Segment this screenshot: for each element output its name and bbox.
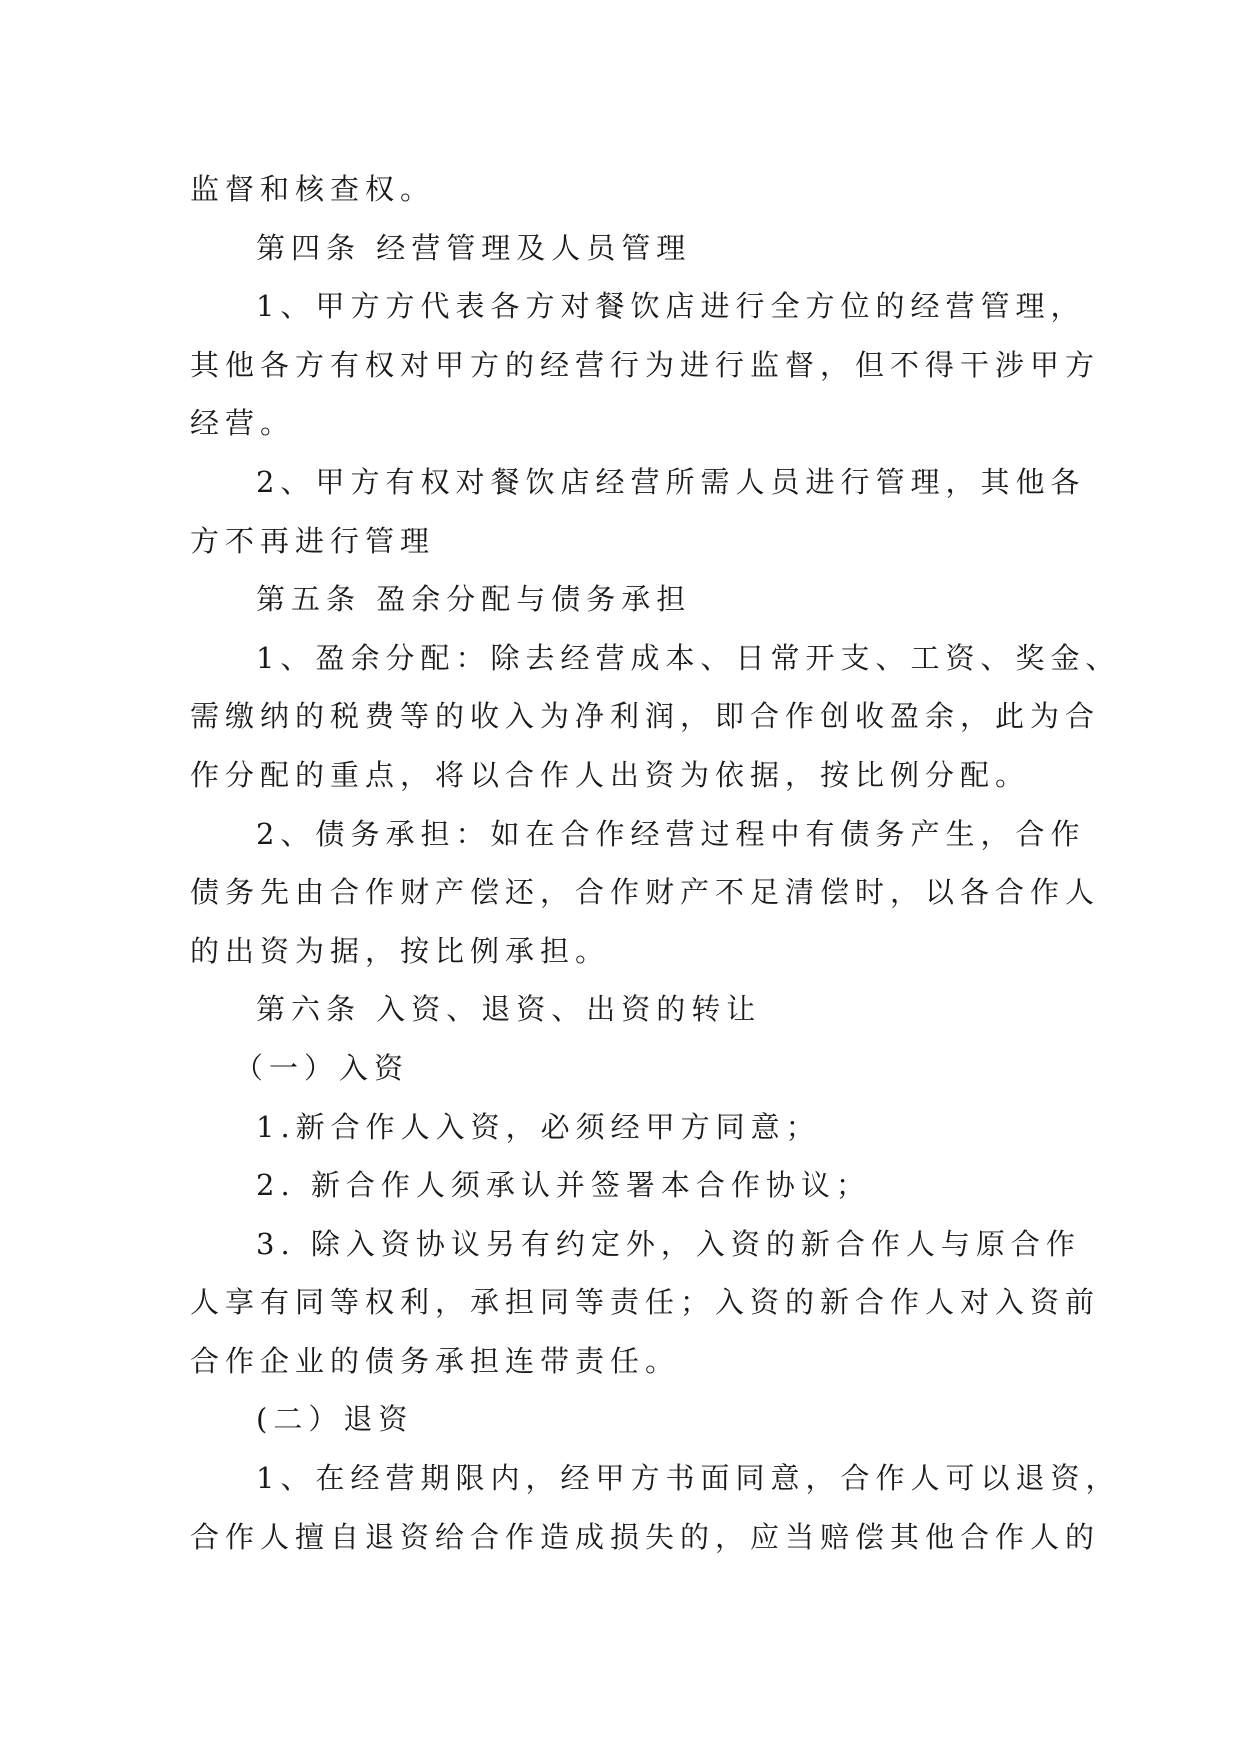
section-heading xyxy=(190,1390,1070,1449)
text-line: 1、甲方方代表各方对餐饮店进行全方位的经营管理， xyxy=(256,289,1086,324)
document-body xyxy=(190,160,1121,1566)
text-line: 作分配的重点，将以合作人出资为依据，按比例分配。 xyxy=(190,757,1031,792)
text-line: 第五条 盈余分配与债务承担 xyxy=(256,582,692,617)
text-line: 1、盈余分配：除去经营成本、日常开支、工资、奖金、 xyxy=(256,640,1121,675)
text-line: 合作企业的债务承担连带责任。 xyxy=(190,1343,681,1378)
text-line: 的出资为据，按比例承担。 xyxy=(190,933,611,968)
paragraph xyxy=(190,160,1070,219)
paragraph xyxy=(190,453,1086,570)
paragraph xyxy=(190,1449,1121,1566)
text-line: 1.新合作人入资，必须经甲方同意； xyxy=(256,1109,821,1144)
text-line: 第六条 入资、退资、出资的转让 xyxy=(256,992,762,1027)
text-line: 经营。 xyxy=(190,406,296,441)
paragraph xyxy=(190,277,1101,453)
text-line: 债务先由合作财产偿还，合作财产不足清偿时，以各合作人 xyxy=(190,875,1101,910)
article-4-heading xyxy=(190,219,1070,278)
text-line: 1、在经营期限内，经甲方书面同意，合作人可以退资， xyxy=(256,1461,1121,1496)
text-line: 合作人擅自退资给合作造成损失的，应当赔偿其他合作人的 xyxy=(190,1519,1101,1554)
list-item xyxy=(190,1098,1070,1157)
article-6-heading xyxy=(190,980,1070,1039)
text-line: 其他各方有权对甲方的经营行为进行监督，但不得干涉甲方 xyxy=(190,347,1101,382)
text-line: 2、甲方有权对餐饮店经营所需人员进行管理，其他各 xyxy=(256,464,1086,499)
article-5-heading xyxy=(190,570,1070,629)
list-item xyxy=(190,1215,1101,1391)
text-line: 2、债务承担：如在合作经营过程中有债务产生，合作 xyxy=(256,816,1086,851)
text-line: （一）入资 xyxy=(234,1050,410,1085)
paragraph xyxy=(190,629,1121,805)
text-line: 第四条 经营管理及人员管理 xyxy=(256,230,692,265)
text-line: (二）退资 xyxy=(256,1402,414,1437)
text-line: 方不再进行管理 xyxy=(190,523,436,558)
text-line: 需缴纳的税费等的收入为净利润，即合作创收盈余，此为合 xyxy=(190,699,1101,734)
list-item xyxy=(190,1156,1070,1215)
section-heading xyxy=(190,1039,1070,1098)
text-line: 2. 新合作人须承认并签署本合作协议； xyxy=(256,1168,871,1203)
text-line: 人享有同等权利，承担同等责任；入资的新合作人对入资前 xyxy=(190,1285,1101,1320)
paragraph xyxy=(190,805,1101,981)
text-line: 监督和核查权。 xyxy=(190,172,436,206)
text-line: 3. 除入资协议另有约定外，入资的新合作人与原合作 xyxy=(256,1226,1081,1261)
